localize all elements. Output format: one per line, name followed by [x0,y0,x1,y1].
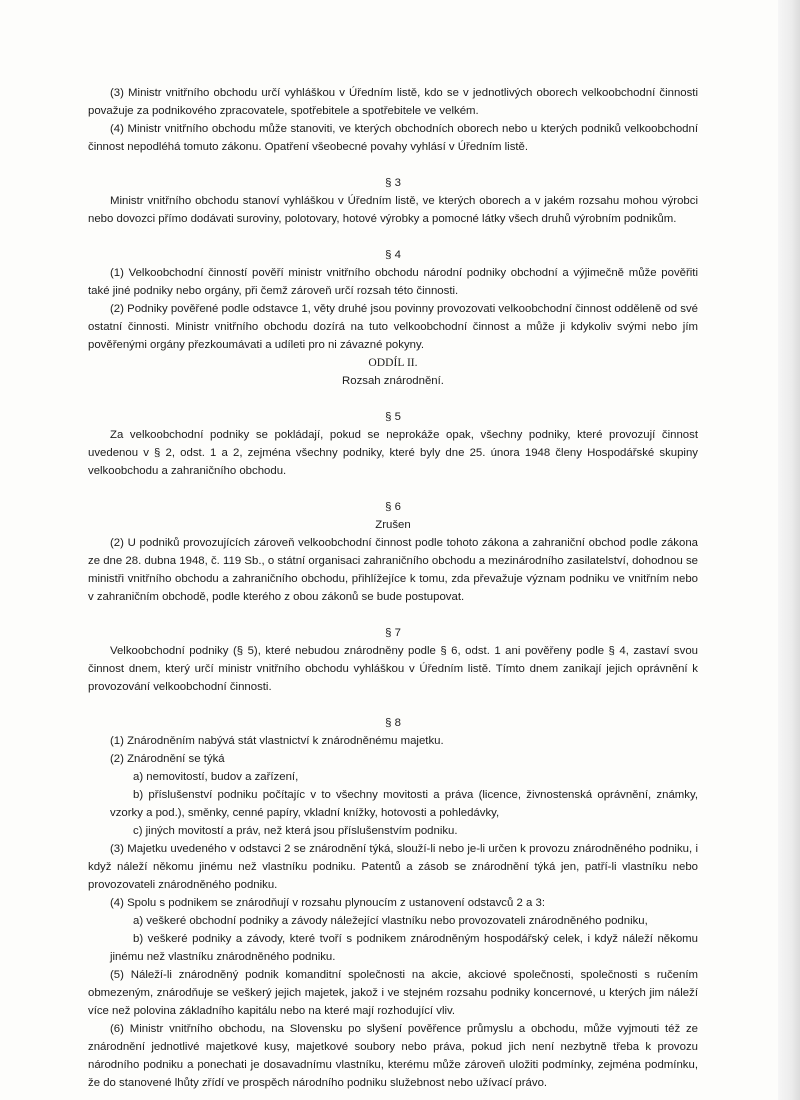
s8-paragraph-4: (4) Spolu s podnikem se znárodňují v rozsahu plynoucím z ustanovení odstavců 2 a 3: [110,897,545,909]
s4-paragraph-2: (2) Podniky pověřené podle odstavce 1, věty druhé jsou povinny provozovati velkoobchodní činnost odděleně od své ostatní činnosti. Ministr vnitřního obchodu dozírá na tuto velkoobchodní činnost a může ji kdykoliv svými nebo jím pověřenými orgány přezkoumávati a udíleti pro ni závazné pokyny. [88,303,698,351]
s3-heading: § 3 [385,177,401,189]
part-title: Rozsah znárodnění. [342,375,444,387]
s5-text: Za velkoobchodní podniky se pokládají, pokud se neprokáže opak, všechny podniky, které provozují činnost uvedenou v § 2, odst. 1 a 2, zejména všechny podniky, které byly dne 25. února 1948 členy Hospodářské skupiny velkoobchodu a zahraničního obchodu. [88,429,698,477]
s8-paragraph-4-item-b: b) veškeré podniky a závody, které tvoří s podnikem znárodněným hospodářský celek, i když náleží někomu jinému než vlastníku znárodněného podniku. [110,933,698,963]
s7-heading: § 7 [385,627,401,639]
s8-heading: § 8 [385,717,401,729]
s8-paragraph-5: (5) Náleží-li znárodněný podnik komanditní společnosti na akcie, akciové společnosti, společnosti s ručením obmezeným, znárodňuje se veškerý jejich majetek, jakož i ve stejném rozsahu podniky koncernové, u kterých jim náleží více než polovina základního kapitálu nebo na které mají rozhodující vliv. [88,969,698,1017]
s8-paragraph-3: (3) Majetku uvedeného v odstavci 2 se znárodnění týká, slouží-li nebo je-li určen k provozu znárodněného podniku, i když náleží někomu jinému než vlastníku podniku. Patentů a zásob se znárodnění týká jen, patří-li vlastníku nebo provozovateli znárodněného podniku. [88,843,698,891]
s4-heading: § 4 [385,249,401,261]
s2-paragraph-4: (4) Ministr vnitřního obchodu může stanoviti, ve kterých obchodních oborech nebo u kterých podniků velkoobchodní činnost nepodléhá tomuto zákonu. Opatření všeobecné povahy vyhlásí v Úředním listě. [88,123,698,153]
s8-paragraph-4-item-a: a) veškeré obchodní podniky a závody náležející vlastníku nebo provozovateli znárodněného podniku, [133,915,648,927]
s3-text: Ministr vnitřního obchodu stanoví vyhláškou v Úředním listě, ve kterých oborech a v jakém rozsahu mohou výrobci nebo dovozci přímo dodávati suroviny, polotovary, hotové výrobky a pomocné látky všech druhů výrobním podnikům. [88,195,698,225]
s6-status: Zrušen [375,519,411,531]
s8-paragraph-2-item-b: b) příslušenství podniku počítajíc v to všechny movitosti a práva (licence, živnostenská oprávnění, známky, vzorky a pod.), směnky, cenné papíry, vkladní knížky, hotovosti a pohledávky, [110,789,698,819]
s6-paragraph-2: (2) U podniků provozujících zároveň velkoobchodní činnost podle tohoto zákona a zahraniční obchod podle zákona ze dne 28. dubna 1948, č. 119 Sb., o státní organisaci zahraničního obchodu a mezinárodního zasilatelství, dohodnou se ministři vnitřního obchodu a zahraničního obchodu, přihlížejíce k tomu, zda převažuje význam podniku ve vnitřním nebo v zahraničním obchodě, podle kterého z obou zákonů se bude postupovat. [88,537,698,603]
s7-text: Velkoobchodní podniky (§ 5), které nebudou znárodněny podle § 6, odst. 1 ani pověřeny podle § 4, zastaví svou činnost dnem, který určí ministr vnitřního obchodu vyhláškou v Úředním listě. Tímto dnem zanikají jejich oprávnění k provozování velkoobchodní činnosti. [88,645,698,693]
page-edge-shadow [778,0,800,1100]
s8-paragraph-6: (6) Ministr vnitřního obchodu, na Slovensku po slyšení pověřence průmyslu a obchodu, může vyjmouti též ze znárodnění jednotlivé majetkové kusy, majetkové soubory nebo práva, pokud jich není nezbytně třeba k provozu národního podniku a ponechati je dosavadnímu vlastníku, kterému může zároveň uložiti podmínky, zejména podmínku, že do stanovené lhůty zřídí ve prospěch národního podniku služebnost nebo užívací právo. [88,1023,698,1089]
s8-paragraph-2: (2) Znárodnění se týká [110,753,225,765]
s8-paragraph-2-item-c: c) jiných movitostí a práv, než která jsou příslušenstvím podniku. [133,825,458,837]
s5-heading: § 5 [385,411,401,423]
s4-paragraph-1: (1) Velkoobchodní činností pověří ministr vnitřního obchodu národní podniky obchodní a výjimečně může pověřiti také jiné podniky nebo orgány, při čemž zároveň určí rozsah této činnosti. [88,267,698,297]
part-label: ODDÍL II. [368,356,418,369]
law-text [88,84,698,1092]
s6-heading: § 6 [385,501,401,513]
s8-paragraph-1: (1) Znárodněním nabývá stát vlastnictví k znárodněnému majetku. [110,735,444,747]
s8-paragraph-2-item-a: a) nemovitostí, budov a zařízení, [133,771,299,783]
s2-paragraph-3: (3) Ministr vnitřního obchodu určí vyhláškou v Úředním listě, kdo se v jednotlivých oborech velkoobchodní činnosti považuje za podnikového zpracovatele, spotřebitele a spotřebitele ve velkém. [88,87,698,117]
